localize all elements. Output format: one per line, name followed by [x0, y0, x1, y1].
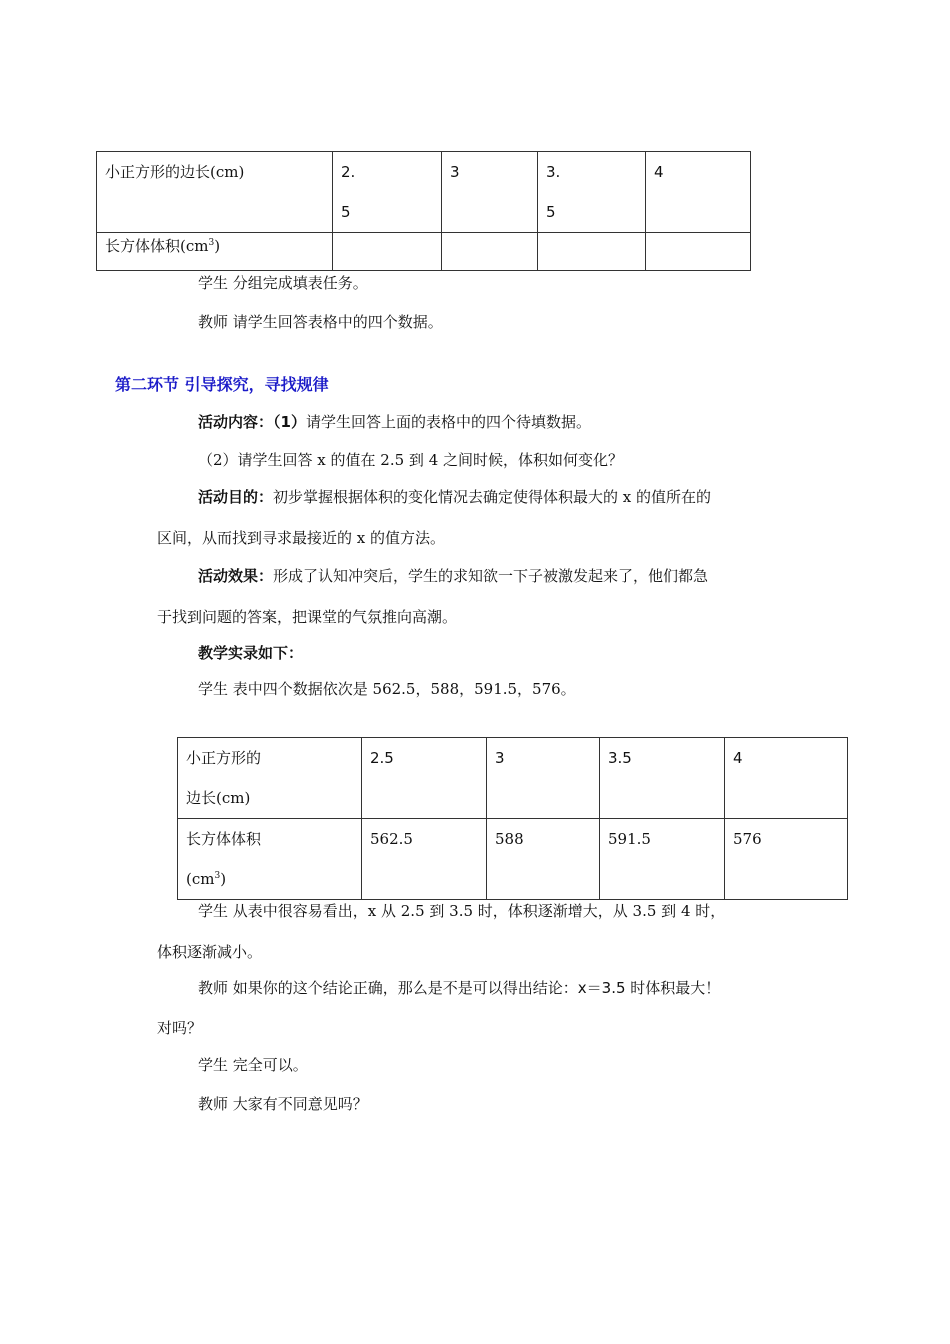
- table-cell: 2. 5: [333, 152, 442, 233]
- table-cell: [442, 233, 538, 271]
- activity-content: 活动内容：（1）请学生回答上面的表格中的四个待填数据。: [198, 413, 591, 431]
- paragraph-teacher-question: 教师 如果你的这个结论正确，那么是不是可以得出结论：x＝3.5 时体积最大！: [198, 979, 721, 997]
- paragraph-student-observation-line2: 体积逐渐减小。: [157, 943, 263, 961]
- table-edge-length-volume-filled: [177, 737, 848, 900]
- table-cell-label: 小正方形的边长(cm): [97, 152, 333, 233]
- table-cell: [538, 233, 646, 271]
- paragraph-teacher-ask-opinion: 教师 大家有不同意见吗？: [198, 1095, 368, 1113]
- table-row: [178, 819, 848, 900]
- paragraph-teacher-question-line2: 对吗？: [157, 1019, 203, 1037]
- table-row: [97, 152, 751, 233]
- table-cell: 562.5: [362, 819, 487, 900]
- activity-effect-line2: 于找到问题的答案，把课堂的气氛推向高潮。: [157, 608, 458, 626]
- paragraph-student-fill: 学生 分组完成填表任务。: [198, 274, 368, 292]
- table-row: [97, 233, 751, 271]
- activity-content-2: （2）请学生回答 x 的值在 2.5 到 4 之间时候，体积如何变化？: [198, 451, 624, 469]
- paragraph-teacher-ask: 教师 请学生回答表格中的四个数据。: [198, 313, 443, 331]
- table-cell: 2.5: [362, 738, 487, 819]
- table-cell: 591.5: [600, 819, 725, 900]
- table-cell: 3: [442, 152, 538, 233]
- table-cell: 576: [725, 819, 848, 900]
- table-cell: 4: [646, 152, 751, 233]
- table-cell: 3. 5: [538, 152, 646, 233]
- table-cell: 3: [487, 738, 600, 819]
- table-cell: 4: [725, 738, 848, 819]
- table-row: [178, 738, 848, 819]
- formula: x＝3.5: [577, 979, 626, 997]
- paragraph-student-answer: 学生 表中四个数据依次是 562.5，588，591.5，576。: [198, 680, 576, 698]
- activity-content-label: 活动内容：: [198, 413, 274, 431]
- activity-goal: 活动目的：初步掌握根据体积的变化情况去确定使得体积最大的 x 的值所在的: [198, 488, 712, 506]
- table-cell: 3.5: [600, 738, 725, 819]
- paragraph-student-agree: 学生 完全可以。: [198, 1056, 308, 1074]
- record-heading: 教学实录如下：: [198, 644, 304, 662]
- paragraph-student-observation: 学生 从表中很容易看出，x 从 2.5 到 3.5 时，体积逐渐增大，从 3.5 到 4 时，: [198, 902, 726, 920]
- activity-goal-label: 活动目的：: [198, 488, 274, 506]
- section-heading: 第二环节 引导探究，寻找规律: [115, 375, 329, 394]
- activity-effect-label: 活动效果：: [198, 567, 274, 585]
- table-cell: [333, 233, 442, 271]
- table-edge-length-volume-empty: [96, 151, 751, 271]
- table-cell-label: 长方体体积$(cm^3)$: [97, 233, 333, 271]
- table-cell-label: 长方体体积 $(cm^3)$: [178, 819, 362, 900]
- activity-goal-line2: 区间，从而找到寻求最接近的 x 的值方法。: [157, 529, 445, 547]
- activity-effect: 活动效果：形成了认知冲突后，学生的求知欲一下子被激发起来了，他们都急: [198, 567, 709, 585]
- table-cell: [646, 233, 751, 271]
- table-cell-label: 小正方形的 边长(cm): [178, 738, 362, 819]
- table-cell: 588: [487, 819, 600, 900]
